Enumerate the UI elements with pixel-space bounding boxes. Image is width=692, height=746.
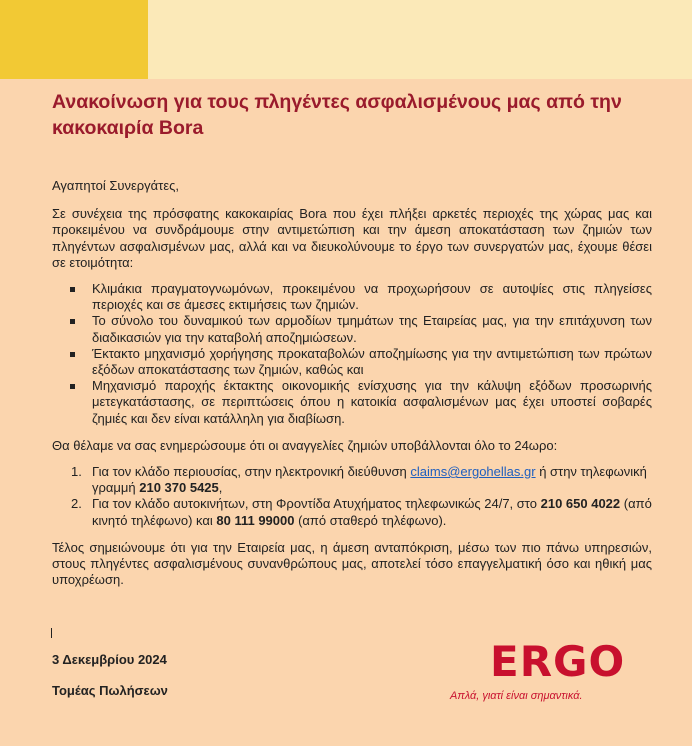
claims-email-link[interactable]: claims@ergohellas.gr <box>410 464 536 480</box>
list-item: 1. Για τον κλάδο περιουσίας, στην ηλεκτρονική διεύθυνση claims@ergohellas.gr ή στην τηλεφωνική γραμμή 210 370 5425, <box>71 464 647 496</box>
landline-phone: 80 111 99000 <box>216 512 295 528</box>
property-phone: 210 370 5425 <box>139 480 219 496</box>
claims-intro: Θα θέλαμε να σας ενημερώσουμε ότι οι αναγγελίες ζημιών υποβάλλονται όλο το 24ωρο: <box>52 437 558 453</box>
square-bullet-icon <box>70 352 75 357</box>
square-bullet-icon <box>70 384 75 389</box>
square-bullet-icon <box>70 319 75 324</box>
mobile-phone: 210 650 4022 <box>540 496 621 512</box>
ergo-logo: ERGO <box>490 637 626 686</box>
page-title: Ανακοίνωση για τους πληγέντες ασφαλισμένους μας από την κακοκαιρία Bora <box>52 91 622 139</box>
list-item: Το σύνολο του δυναμικού των αρμοδίων τμημάτων της Εταιρείας μας, για την επιτάχυνση των διαδικασιών για την καταβολή αποζημιώσεων. <box>52 313 652 345</box>
yellow-corner-block <box>0 0 148 79</box>
announcement-body <box>52 89 652 588</box>
claims-channels-list <box>52 464 652 529</box>
intro-paragraph: Σε συνέχεια της πρόσφατης κακοκαιρίας Bora που έχει πλήξει αρκετές περιοχές της χώρας μας και προκειμένου να συνδράμουμε στην αντιμετώπιση και την άμεση αποκατάσταση των ζημιών των πληγέντων ασφαλισμένων μας, αλλά και να διευκολύνουμε το έργο των συνεργατών μας, έχουμε θέσει σε ετοιμότητα: <box>52 206 652 270</box>
square-bullet-icon <box>70 287 75 292</box>
list-item: Έκτακτο μηχανισμό χορήγησης προκαταβολών αποζημίωσης για την αντιμετώπιση των πρώτων εξόδων αποκατάστασης των ζημιών, καθώς και <box>52 346 652 378</box>
list-item: Κλιμάκια πραγματογνωμόνων, προκειμένου να προχωρήσουν σε αυτοψίες στις πληγείσες περιοχές και σε άμεσες εκτιμήσεις των ζημιών. <box>52 281 652 313</box>
signature-department: Τομέας Πωλήσεων <box>52 683 168 698</box>
list-item: Μηχανισμό παροχής έκτακτης οικονομικής ενίσχυσης για την κάλυψη εξόδων προσωρινής μετεγκατάστασης, σε περιπτώσεις όπου η κατοικία ασφαλισμένων μας έχει υποστεί σοβαρές ζημιές και δεν είναι κατάλληλη για διαβίωση. <box>52 378 652 427</box>
closing-paragraph: Τέλος σημειώνουμε ότι για την Εταιρεία μας, η άμεση ανταπόκριση, μέσω των πιο πάνω υπηρεσιών, στους πληγέντες ασφαλισμένους συνανθρώπους μας, αποτελεί τόσο επαγγελματική όσο και ηθική μας υποχρέωση. <box>52 539 652 588</box>
text-cursor <box>51 628 52 638</box>
list-item: 2. Για τον κλάδο αυτοκινήτων, στη Φροντίδα Ατυχήματος τηλεφωνικώς 24/7, στο 210 650 4022 (από κινητό τηλέφωνο) και 80 111 99000 (από σταθερό τηλέφωνο). <box>71 496 652 528</box>
brand-slogan: Απλά, γιατί είναι σημαντικά. <box>450 690 583 702</box>
announcement-date: 3 Δεκεμβρίου 2024 <box>52 652 167 667</box>
measures-list <box>52 281 652 427</box>
greeting: Αγαπητοί Συνεργάτες, <box>52 178 179 193</box>
